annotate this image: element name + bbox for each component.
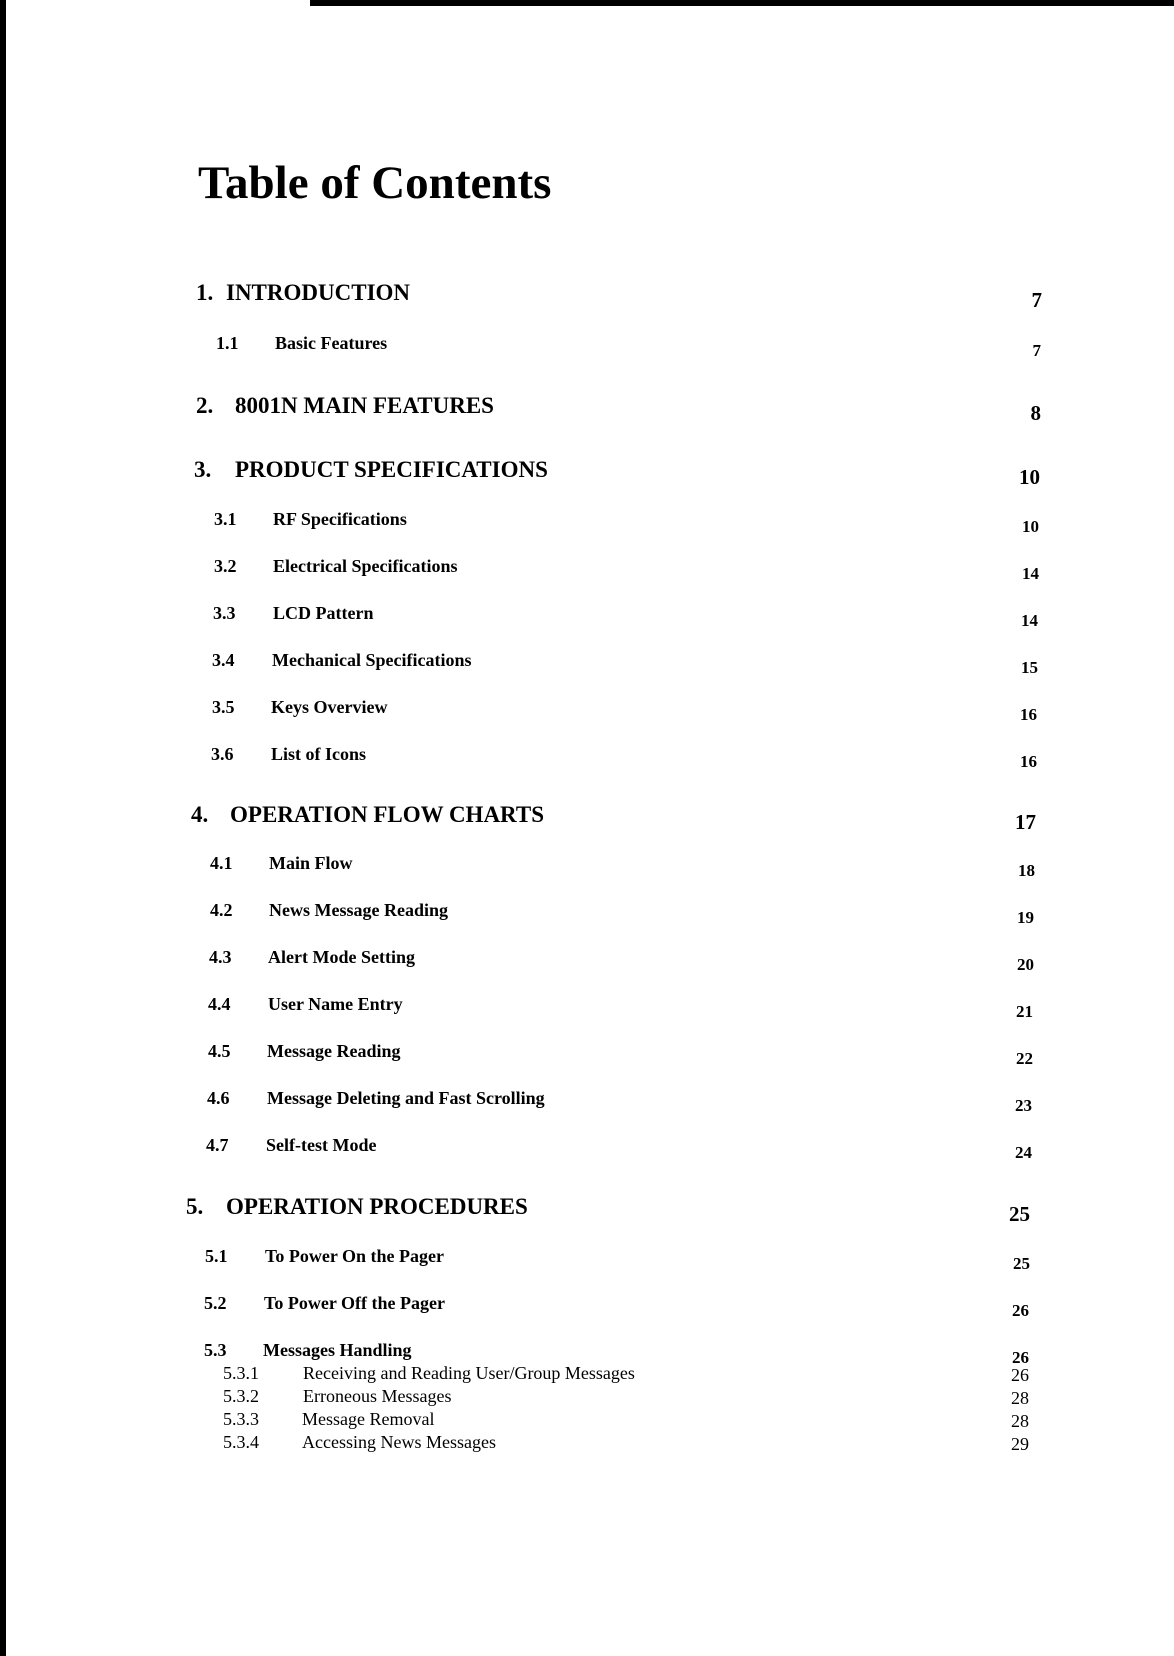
toc-entry[interactable] (0, 393, 1174, 433)
toc-entry-page: 16 (1020, 752, 1037, 771)
toc-entry-page: 25 (1013, 1254, 1030, 1273)
toc-entry-title: To Power On the Pager (265, 1246, 444, 1266)
toc-entry-number: 5.3.4 (223, 1432, 259, 1452)
toc-entry-title: Keys Overview (271, 697, 388, 717)
toc-entry-page: 18 (1018, 861, 1035, 880)
toc-entry-number: 3.5 (212, 697, 235, 717)
toc-entry[interactable] (0, 697, 1174, 737)
toc-entry-number: 4.7 (206, 1135, 229, 1155)
toc-entry-title: Mechanical Specifications (272, 650, 472, 670)
toc-entry[interactable] (0, 947, 1174, 987)
toc-entry-page: 21 (1016, 1002, 1033, 1021)
toc-entry-number: 5.1 (205, 1246, 228, 1266)
toc-entry-number: 5.3.1 (223, 1363, 259, 1383)
toc-entry-title: Accessing News Messages (302, 1432, 496, 1452)
toc-entry[interactable] (0, 994, 1174, 1034)
toc-entry-title: OPERATION PROCEDURES (226, 1194, 528, 1219)
toc-entry-title: To Power Off the Pager (264, 1293, 445, 1313)
toc-entry-page: 23 (1015, 1096, 1032, 1115)
toc-entry[interactable] (0, 1135, 1174, 1175)
toc-entry-page: 15 (1021, 658, 1038, 677)
toc-entry[interactable] (0, 650, 1174, 690)
toc-entry-title: Self-test Mode (266, 1135, 377, 1155)
toc-entry-page: 10 (1022, 517, 1039, 536)
toc-entry[interactable] (0, 853, 1174, 893)
toc-entry-page: 19 (1017, 908, 1034, 927)
toc-entry-number: 3.2 (214, 556, 237, 576)
toc-entry-title: Receiving and Reading User/Group Messages (303, 1363, 635, 1383)
toc-entry-title: INTRODUCTION (226, 280, 411, 305)
toc-entry-page: 16 (1020, 705, 1037, 724)
toc-entry-page: 20 (1017, 955, 1034, 974)
toc-entry-page: 7 (1032, 341, 1041, 360)
toc-entry-number: 5.3.2 (223, 1386, 259, 1406)
toc-entry-title: PRODUCT SPECIFICATIONS (235, 457, 548, 482)
toc-entry-number: 4.1 (210, 853, 233, 873)
toc-entry[interactable] (0, 1293, 1174, 1333)
toc-entry[interactable] (0, 1041, 1174, 1081)
toc-entry-number: 4.5 (208, 1041, 231, 1061)
toc-entry-number: 4.3 (209, 947, 232, 967)
toc-entry-number: 4. (191, 802, 209, 827)
toc-entry-title: Messages Handling (263, 1340, 412, 1360)
toc-entry[interactable] (0, 900, 1174, 940)
scan-edge-top (310, 0, 1174, 6)
toc-entry-title: User Name Entry (268, 994, 403, 1014)
toc-entry-number: 5.3 (204, 1340, 227, 1360)
toc-entry-page: 7 (1031, 288, 1042, 312)
toc-entry[interactable] (0, 744, 1174, 784)
toc-entry[interactable] (0, 1194, 1174, 1234)
toc-entry[interactable] (0, 509, 1174, 549)
toc-entry-page: 10 (1019, 465, 1040, 489)
toc-entry-title: Basic Features (275, 333, 388, 353)
toc-entry-title: Erroneous Messages (303, 1386, 452, 1406)
toc-entry-number: 5.3.3 (223, 1409, 259, 1429)
toc-entry-page: 28 (1011, 1411, 1029, 1431)
toc-entry[interactable] (0, 280, 1174, 320)
toc-entry[interactable] (0, 1432, 1174, 1472)
toc-entry[interactable] (0, 1246, 1174, 1286)
toc-entry-page: 26 (1012, 1301, 1029, 1320)
toc-entry[interactable] (0, 333, 1174, 373)
toc-entry-title: Main Flow (269, 853, 353, 873)
toc-entry-number: 5.2 (204, 1293, 227, 1313)
toc-entry-number: 1. (196, 280, 214, 305)
toc-entry[interactable] (0, 556, 1174, 596)
toc-entry[interactable] (0, 802, 1174, 842)
toc-entry[interactable] (0, 603, 1174, 643)
toc-entry-page: 25 (1009, 1202, 1030, 1226)
toc-entry-title: List of Icons (271, 744, 367, 764)
toc-entry-title: RF Specifications (273, 509, 407, 529)
toc-entry-page: 17 (1015, 810, 1036, 834)
toc-entry-number: 3. (194, 457, 212, 482)
toc-entry-number: 3.3 (213, 603, 236, 623)
toc-entry-title: OPERATION FLOW CHARTS (230, 802, 544, 827)
toc-entry-title: Message Reading (267, 1041, 401, 1061)
toc-entry-number: 3.4 (212, 650, 235, 670)
toc-entry-page: 8 (1030, 401, 1041, 425)
toc-entry-page: 26 (1012, 1348, 1029, 1367)
toc-entry-page: 22 (1016, 1049, 1033, 1068)
toc-entry-number: 3.6 (211, 744, 234, 764)
toc-entry-title: 8001N MAIN FEATURES (235, 393, 494, 418)
toc-entry-title: Alert Mode Setting (268, 947, 415, 967)
toc-entry-title: LCD Pattern (273, 603, 374, 623)
toc-entry-page: 24 (1015, 1143, 1032, 1162)
toc-entry-number: 1.1 (216, 333, 239, 353)
toc-entry[interactable] (0, 457, 1174, 497)
toc-entry-page: 14 (1021, 611, 1038, 630)
toc-entry-number: 4.6 (207, 1088, 230, 1108)
toc-entry-page: 29 (1011, 1434, 1029, 1454)
toc-entry-title: Electrical Specifications (273, 556, 458, 576)
page-title: Table of Contents (198, 157, 552, 209)
toc-entry-number: 4.2 (210, 900, 233, 920)
toc-entry-number: 5. (186, 1194, 204, 1219)
toc-entry-number: 3.1 (214, 509, 237, 529)
toc-entry[interactable] (0, 1088, 1174, 1128)
toc-entry-page: 14 (1022, 564, 1039, 583)
toc-entry-title: Message Deleting and Fast Scrolling (267, 1088, 545, 1108)
toc-entry-page: 26 (1011, 1365, 1029, 1385)
toc-entry-number: 2. (196, 393, 214, 418)
toc-entry-title: Message Removal (302, 1409, 435, 1429)
toc-entry-number: 4.4 (208, 994, 231, 1014)
toc-entry-title: News Message Reading (269, 900, 448, 920)
toc-entry-page: 28 (1011, 1388, 1029, 1408)
